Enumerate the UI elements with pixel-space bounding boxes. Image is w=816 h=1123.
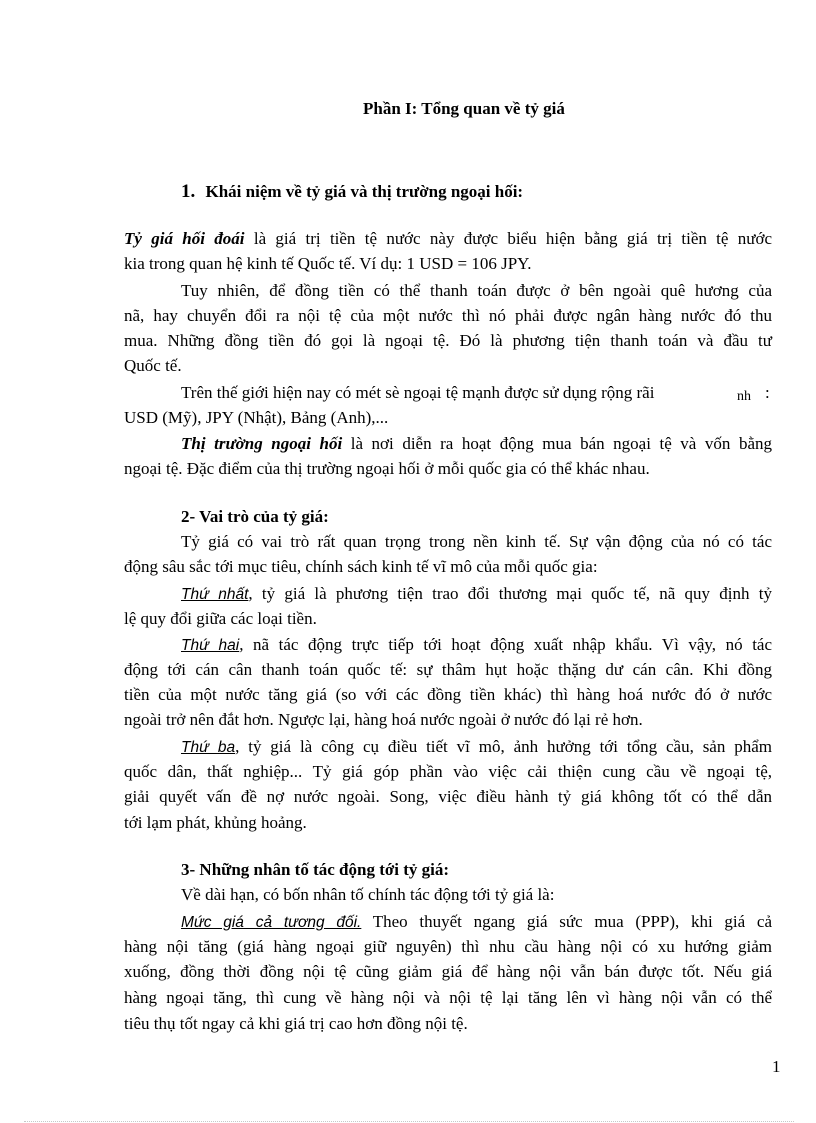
- paragraph-line: kia trong quan hệ kinh tế Quốc tế. Ví dụ: 1 USD = 106 JPY.: [124, 254, 532, 273]
- paragraph-line: [181, 433, 772, 455]
- paragraph-line: Quốc tế.: [124, 356, 182, 375]
- paragraph-line: Về dài hạn, có bốn nhân tố chính tác động tới tỷ giá là:: [181, 885, 555, 904]
- paragraph-line: Tuy nhiên, để đồng tiền có thể thanh toán được ở bên ngoài quê hương của: [181, 281, 772, 300]
- label-first: Thứ nhất: [181, 586, 249, 603]
- paragraph-line: xuống, đồng thời đồng nội tệ cũng giảm giá để hàng nội vẫn bán được tốt. Nếu giá: [124, 962, 772, 981]
- paragraph-line: nã, hay chuyển đổi ra nội tệ của một nước thì nó phải được ngân hàng nước đó thu: [124, 306, 772, 325]
- paragraph-line: động sâu sắc tới mục tiêu, chính sách kinh tế vĩ mô của mỗi quốc gia:: [124, 557, 598, 576]
- section-1-heading: [181, 181, 523, 203]
- section-3-heading: 3- Những nhân tố tác động tới tỷ giá:: [181, 860, 450, 879]
- section-2-heading: 2- Vai trò của tỷ giá:: [181, 507, 329, 526]
- paragraph-line: tới lạm phát, khủng hoảng.: [124, 813, 307, 832]
- label-third: Thứ ba: [181, 739, 236, 756]
- paragraph-line: tiêu thụ tốt ngay cả khi giá trị cao hơn đồng nội tệ.: [124, 1014, 468, 1033]
- term-fx-market: Thị trường ngoại hối: [181, 434, 343, 453]
- text: là nơi diễn ra hoạt động mua bán ngoại tệ và vốn bằng: [350, 434, 772, 453]
- text: , tỷ giá là phương tiện trao đổi thương mại quốc tế, nã quy định tỷ: [248, 584, 772, 603]
- paragraph-line: giải quyết vấn đề nợ nước ngoài. Song, việc điều hành tỷ giá không tốt có thể dẫn: [124, 787, 772, 806]
- paragraph-line: hàng ngoại tăng, thì cung về hàng nội và nội tệ lại tăng lên vì hàng nội vẫn có thể: [124, 988, 772, 1007]
- paragraph-line: USD (Mỹ), JPY (Nhật), Bảng (Anh),...: [124, 408, 389, 427]
- page-title: Phần I: Tổng quan về tỷ giá: [363, 99, 565, 118]
- paragraph-line: [181, 911, 772, 934]
- paragraph-line: hàng nội tăng (giá hàng ngoại giữ nguyên) thì nhu cầu hàng nội có xu hướng giảm: [124, 937, 772, 956]
- paragraph-line: mua. Những đồng tiền đó gọi là ngoại tệ. Đó là phương tiện thanh toán và đầu tư: [124, 331, 772, 350]
- paragraph-line: tiền của một nước tăng giá (so với các đồng tiền khác) thì hàng hoá nước đó ở nước: [124, 685, 772, 704]
- paragraph-line: [181, 634, 772, 657]
- text: là giá trị tiền tệ nước này được biểu hiện bằng giá trị tiền tệ nước: [253, 229, 773, 248]
- paragraph-line: lệ quy đổi giữa các loại tiền.: [124, 609, 317, 628]
- paragraph-line: [124, 228, 772, 250]
- paragraph-line: Trên thế giới hiện nay có mét sè ngoại tệ mạnh được sử dụng rộng rãi: [181, 383, 655, 402]
- footer-divider: [24, 1121, 794, 1122]
- text: Theo thuyết ngang giá sức mua (PPP), khi giá cả: [372, 912, 772, 931]
- label-relative-price: Mức giá cả tương đối.: [181, 914, 362, 931]
- paragraph-line: [181, 583, 772, 606]
- section-1-title: Khái niệm về tỷ giá và thị trường ngoại hối:: [205, 182, 524, 201]
- paragraph-line: quốc dân, thất nghiệp... Tỷ giá góp phần vào việc cải thiện cung cầu về ngoại tệ,: [124, 762, 772, 781]
- text-colon: :: [765, 383, 770, 402]
- paragraph-line: Tỷ giá có vai trò rất quan trọng trong nền kinh tế. Sự vận động của nó có tác: [181, 532, 772, 551]
- text: , tỷ giá là công cụ điều tiết vĩ mô, ảnh hưởng tới tổng cầu, sản phẩm: [235, 737, 772, 756]
- paragraph-line: động tới cán cân thanh toán quốc tế: sự thâm hụt hoặc thặng dư cán cân. Khi đồng: [124, 660, 772, 679]
- label-second: Thứ hai: [181, 637, 240, 654]
- text: , nã tác động trực tiếp tới hoạt động xuất nhập khẩu. Vì vậy, nó tác: [239, 635, 773, 654]
- paragraph-line: ngoại tệ. Đặc điểm của thị trường ngoại hối ở mỗi quốc gia có thể khác nhau.: [124, 459, 650, 478]
- section-1-number: 1.: [181, 181, 196, 202]
- paragraph-line: ngoài trở nên đắt hơn. Ngược lại, hàng hoá nước ngoài ở nước đó lại rẻ hơn.: [124, 710, 643, 729]
- term-exchange-rate: Tỷ giá hối đoái: [124, 229, 245, 248]
- paragraph-line: [181, 736, 772, 759]
- page-number: 1: [772, 1057, 781, 1076]
- text-fragment: nh: [737, 389, 751, 404]
